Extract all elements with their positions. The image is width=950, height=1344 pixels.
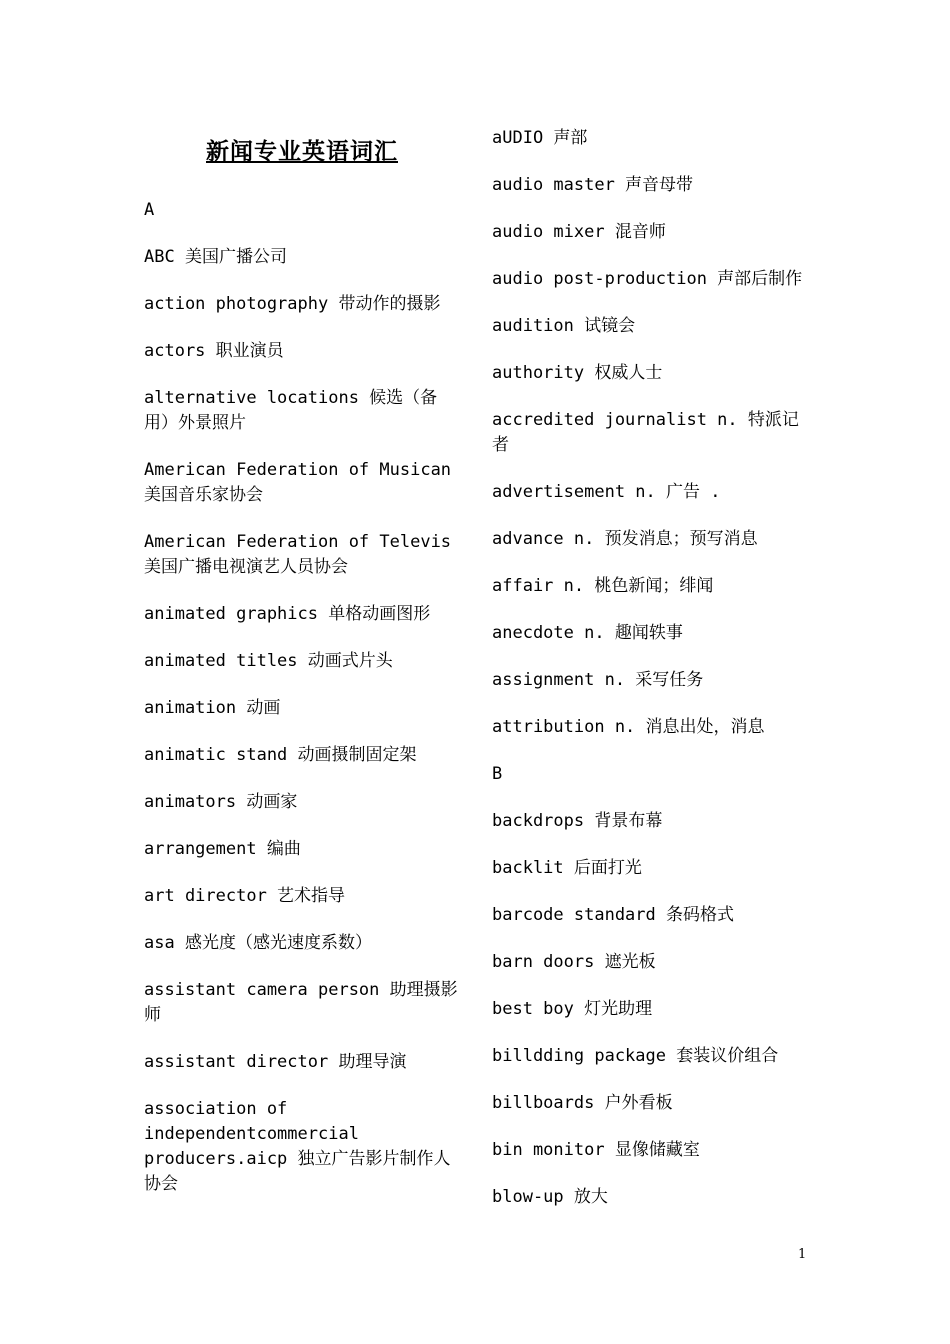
glossary-column-right [492,126,808,1232]
glossary-entry: actors 职业演员 [144,341,284,361]
glossary-entry: action photography 带动作的摄影 [144,294,441,314]
glossary-entry: advance n. 预发消息；预写消息 [492,529,758,549]
glossary-entry: animatic stand 动画摄制固定架 [144,745,417,765]
glossary-entry: American Federation of Musican 美国音乐家协会 [144,460,452,505]
glossary-entry: audio mixer 混音师 [492,222,666,242]
glossary-entry: barn doors 遮光板 [492,952,656,972]
glossary-entry: animated graphics 单格动画图形 [144,604,431,624]
glossary-entry: animated titles 动画式片头 [144,651,393,671]
glossary-entry: affair n. 桃色新闻；绯闻 [492,576,714,596]
glossary-entry: aUDIO 声部 [492,128,588,148]
glossary-entry: art director 艺术指导 [144,886,346,906]
document-title: 新闻专业英语词汇 [206,138,398,165]
glossary-entry: bin monitor 显像储藏室 [492,1140,700,1160]
glossary-entry: alternative locations 候选（备用）外景照片 [144,388,438,433]
glossary-entry: animation 动画 [144,698,281,718]
glossary-entry: backlit 后面打光 [492,858,642,878]
glossary-entry: association of independentcommercial producers.aicp 独立广告影片制作人协会 [144,1099,451,1194]
glossary-entry: assistant camera person 助理摄影师 [144,980,458,1025]
glossary-entry: audio post-production 声部后制作 [492,269,803,289]
glossary-entry: attribution n. 消息出处，消息 [492,717,765,737]
page-number: 1 [798,1247,807,1262]
glossary-entry: billdding package 套装议价组合 [492,1046,779,1066]
glossary-entry: anecdote n. 趣闻轶事 [492,623,683,643]
glossary-entry: American Federation of Televis 美国广播电视演艺人员协会 [144,532,452,577]
glossary-entry: advertisement n. 广告 . [492,482,721,502]
glossary-entry: assistant director 助理导演 [144,1052,407,1072]
glossary-entry: ABC 美国广播公司 [144,247,287,267]
glossary-entry: audio master 声音母带 [492,175,694,195]
glossary-entry: audition 试镜会 [492,316,636,336]
glossary-entry: accredited journalist n. 特派记者 [492,410,799,455]
glossary-entry: B [492,764,503,784]
glossary-entry: arrangement 编曲 [144,839,301,859]
glossary-entry: authority 权威人士 [492,363,663,383]
glossary-column-left [144,198,460,1219]
glossary-entry: barcode standard 条码格式 [492,905,734,925]
glossary-entry: billboards 户外看板 [492,1093,673,1113]
glossary-entry: A [144,200,155,220]
glossary-entry: blow-up 放大 [492,1187,608,1207]
glossary-entry: best boy 灯光助理 [492,999,653,1019]
glossary-entry: backdrops 背景布幕 [492,811,663,831]
glossary-entry: asa 感光度（感光速度系数） [144,933,372,953]
glossary-entry: assignment n. 采写任务 [492,670,704,690]
glossary-entry: animators 动画家 [144,792,298,812]
